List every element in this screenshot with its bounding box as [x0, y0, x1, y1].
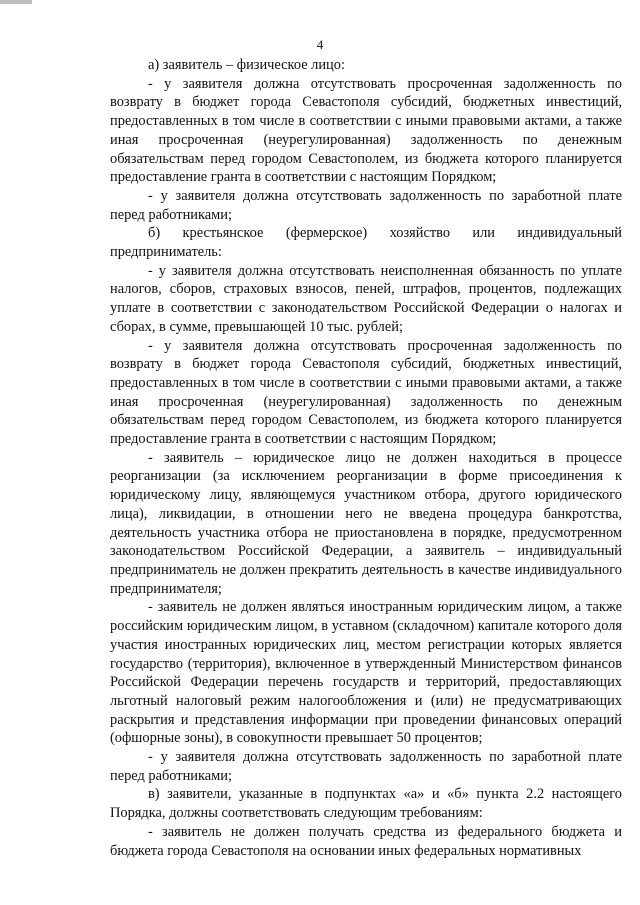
paragraph-b-tax-debt: - у заявителя должна отсутствовать неисполненная обязанность по уплате налогов, сборов, страховых взносов, пеней, штрафов, процентов, подлежащих уплате в соответствии с законодательством Российской Федерации о налогах и сборах, в сумме, превышающей 10 тыс. рублей; — [110, 262, 622, 335]
paragraph-a-heading: а) заявитель – физическое лицо: — [148, 57, 345, 73]
page-number: 4 — [316, 37, 324, 52]
document-body — [110, 56, 622, 860]
scan-corner-mark — [0, 0, 32, 4]
paragraph-a-wage-debt: - у заявителя должна отсутствовать задолженность по заработной плате перед работниками; — [110, 187, 622, 223]
paragraph-c-heading: в) заявители, указанные в подпунктах «а» и «б» пункта 2.2 настоящего Порядка, должны соответствовать следующим требованиям: — [110, 786, 622, 822]
paragraph-b-reorganization: - заявитель – юридическое лицо не должен находиться в процессе реорганизации (за исключением реорганизации в форме присоединения к юридическому лицу, являющемуся участником отбора, другого юридического лица), ликвидации, в отношении него не введена процедура банкротства, деятельность участника отбора не приостановлена в порядке, предусмотренном законодательством Российской Федерации, а заявитель – индивидуальный предприниматель не должен прекратить деятельность в качестве индивидуального предпринимателя; — [110, 449, 622, 597]
paragraph-b-foreign-entity: - заявитель не должен являться иностранным юридическим лицом, а также российским юридическим лицом, в уставном (складочном) капитале которого доля участия иностранных юридических лиц, местом регистрации которых является государство (территория), включенное в утвержденный Министерством финансов Российской Федерации перечень государств и территорий, предоставляющих льготный налоговый режим налогообложения и (или) не предусматривающих раскрытия и представления информации при проведении финансовых операций (офшорные зоны), в совокупности превышает 50 процентов; — [110, 599, 622, 747]
paragraph-b-debt-budget: - у заявителя должна отсутствовать просроченная задолженность по возврату в бюджет города Севастополя субсидий, бюджетных инвестиций, предоставленных в том числе в соответствии с иными правовыми актами, а также иная просроченная (неурегулированная) задолженность по денежным обязательствам перед городом Севастополем, из бюджета которого планируется предоставление гранта в соответствии с настоящим Порядком; — [110, 337, 622, 448]
paragraph-a-debt-budget: - у заявителя должна отсутствовать просроченная задолженность по возврату в бюджет города Севастополя субсидий, бюджетных инвестиций, предоставленных в том числе в соответствии с иными правовыми актами, а также иная просроченная (неурегулированная) задолженность по денежным обязательствам перед городом Севастополем, из бюджета которого планируется предоставление гранта в соответствии с настоящим Порядком; — [110, 75, 622, 186]
paragraph-b-heading: б) крестьянское (фермерское) хозяйство или индивидуальный — [148, 225, 622, 242]
paragraph-b-wage-debt: - у заявителя должна отсутствовать задолженность по заработной плате перед работниками; — [110, 749, 622, 784]
paragraph-c-federal-funds: - заявитель не должен получать средства из федерального бюджета и бюджета города Севастополя на основании иных федеральных нормативных — [110, 823, 622, 859]
paragraph-b-heading-continuation: предприниматель: — [110, 244, 222, 261]
